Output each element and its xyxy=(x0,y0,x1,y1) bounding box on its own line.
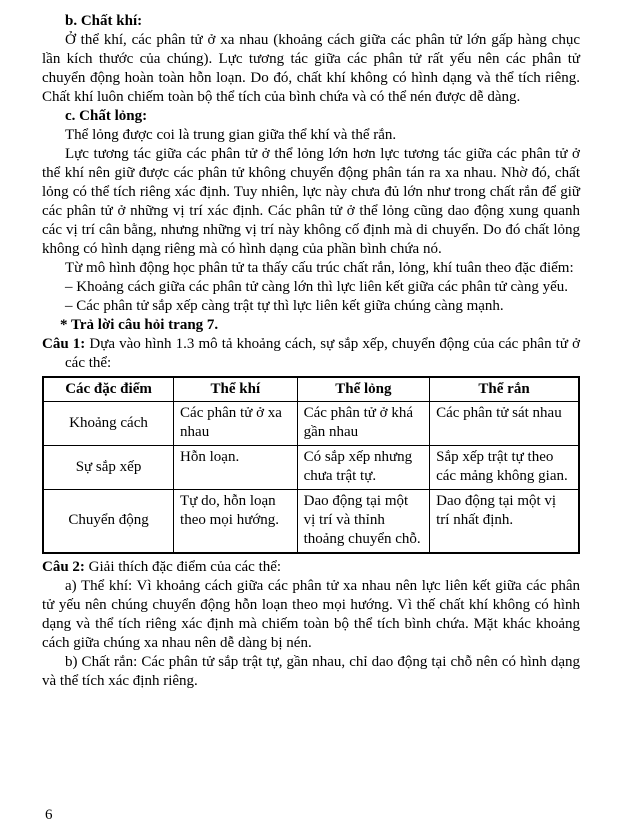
table-cell-row-label: Khoảng cách xyxy=(43,402,174,446)
answers-section-heading: * Trả lời câu hỏi trang 7. xyxy=(60,317,219,333)
table-cell: Có sắp xếp nhưng chưa trật tự. xyxy=(297,446,430,490)
table-header-characteristic: Các đặc điểm xyxy=(43,377,174,402)
table-cell-row-label: Chuyển động xyxy=(43,490,174,554)
table-row xyxy=(43,446,579,490)
question-2-answer-b: b) Chất rắn: Các phân tử sắp trật tự, gần nhau, chỉ dao động tại chỗ nên có hình dạng và thể tích xác định riêng. xyxy=(42,654,580,689)
gas-section-heading: b. Chất khí: xyxy=(65,13,143,29)
table-header-row xyxy=(43,377,579,402)
liquid-section-heading: c. Chất lỏng: xyxy=(65,108,148,124)
table-row xyxy=(43,402,579,446)
question-1 xyxy=(42,335,580,373)
table-header-solid: Thể rắn xyxy=(430,377,579,402)
table-row xyxy=(43,490,579,554)
gas-paragraph: Ở thể khí, các phân tử ở xa nhau (khoảng cách giữa các phân tử lớn gấp hàng chục lần kích thước của chúng). Lực tương tác giữa các phân tử rất yếu nên các phân tử chuyển động hoàn toàn hỗn loạn. Do đó, chất khí không có hình dạng và thể tích riêng. Chất khí luôn chiếm toàn bộ thể tích của bình chứa và có thể nén được dễ dàng. xyxy=(42,32,580,105)
table-header-gas: Thể khí xyxy=(174,377,298,402)
liquid-paragraph-2: Lực tương tác giữa các phân tử ở thể lỏng lớn hơn lực tương tác giữa các phân tử ở thể khí nên giữ được các phân tử không chuyển động phân tán ra xa nhau. Nhờ đó, chất lỏng có thể tích riêng xác định. Tuy nhiên, lực này chưa đủ lớn như trong chất rắn để giữ các phân tử ở những vị trí xác định. Các phân tử ở thể lỏng cũng dao động xung quanh các vị trí cân bằng, nhưng những vị trí này không cố định mà di chuyển. Do đó chất lỏng không có hình dạng riêng mà có hình dạng của phần bình chứa nó. xyxy=(42,146,580,257)
page-number: 6 xyxy=(45,807,53,823)
question-1-label: Câu 1: xyxy=(42,336,86,352)
table-cell: Tự do, hỗn loạn theo mọi hướng. xyxy=(174,490,298,554)
table-cell: Các phân tử sát nhau xyxy=(430,402,579,446)
bullet-item-1: – Khoảng cách giữa các phân tử càng lớn thì lực liên kết giữa các phân tử càng yếu. xyxy=(65,279,568,295)
summary-paragraph: Từ mô hình động học phân tử ta thấy cấu trúc chất rắn, lỏng, khí tuân theo đặc điểm: xyxy=(65,260,574,276)
table-cell: Sắp xếp trật tự theo các mảng không gian. xyxy=(430,446,579,490)
table-cell: Hỗn loạn. xyxy=(174,446,298,490)
table-cell: Các phân tử ở xa nhau xyxy=(174,402,298,446)
question-2-answer-a: a) Thể khí: Vì khoảng cách giữa các phân tử xa nhau nên lực liên kết giữa các phân tử yếu nên chúng chuyển động hỗn loạn theo mọi hướng. Vì thế chất khí không có hình dạng và thể tích riêng xác định mà chiếm toàn bộ thể tích bình chứa. Mặt khác khoảng cách giữa chúng xa nhau nên dễ dàng bị nén. xyxy=(42,578,580,651)
question-2-label: Câu 2: xyxy=(42,559,85,575)
bullet-item-2: – Các phân tử sắp xếp càng trật tự thì lực liên kết giữa chúng càng mạnh. xyxy=(65,298,504,314)
liquid-paragraph-1: Thể lỏng được coi là trung gian giữa thể khí và thể rắn. xyxy=(65,127,397,143)
table-cell: Dao động tại một vị trí nhất định. xyxy=(430,490,579,554)
table-cell: Các phân tử ở khá gần nhau xyxy=(297,402,430,446)
question-2-text: Giải thích đặc điểm của các thể: xyxy=(84,559,282,575)
table-cell: Dao động tại một vị trí và thỉnh thoảng chuyển chỗ. xyxy=(297,490,430,554)
table-header-liquid: Thể lỏng xyxy=(297,377,430,402)
question-1-text: Dựa vào hình 1.3 mô tả khoảng cách, sự sắp xếp, chuyển động của các phân tử ở các thể: xyxy=(65,336,581,371)
question-2 xyxy=(42,558,580,577)
table-cell-row-label: Sự sắp xếp xyxy=(43,446,174,490)
states-comparison-table xyxy=(42,376,580,554)
